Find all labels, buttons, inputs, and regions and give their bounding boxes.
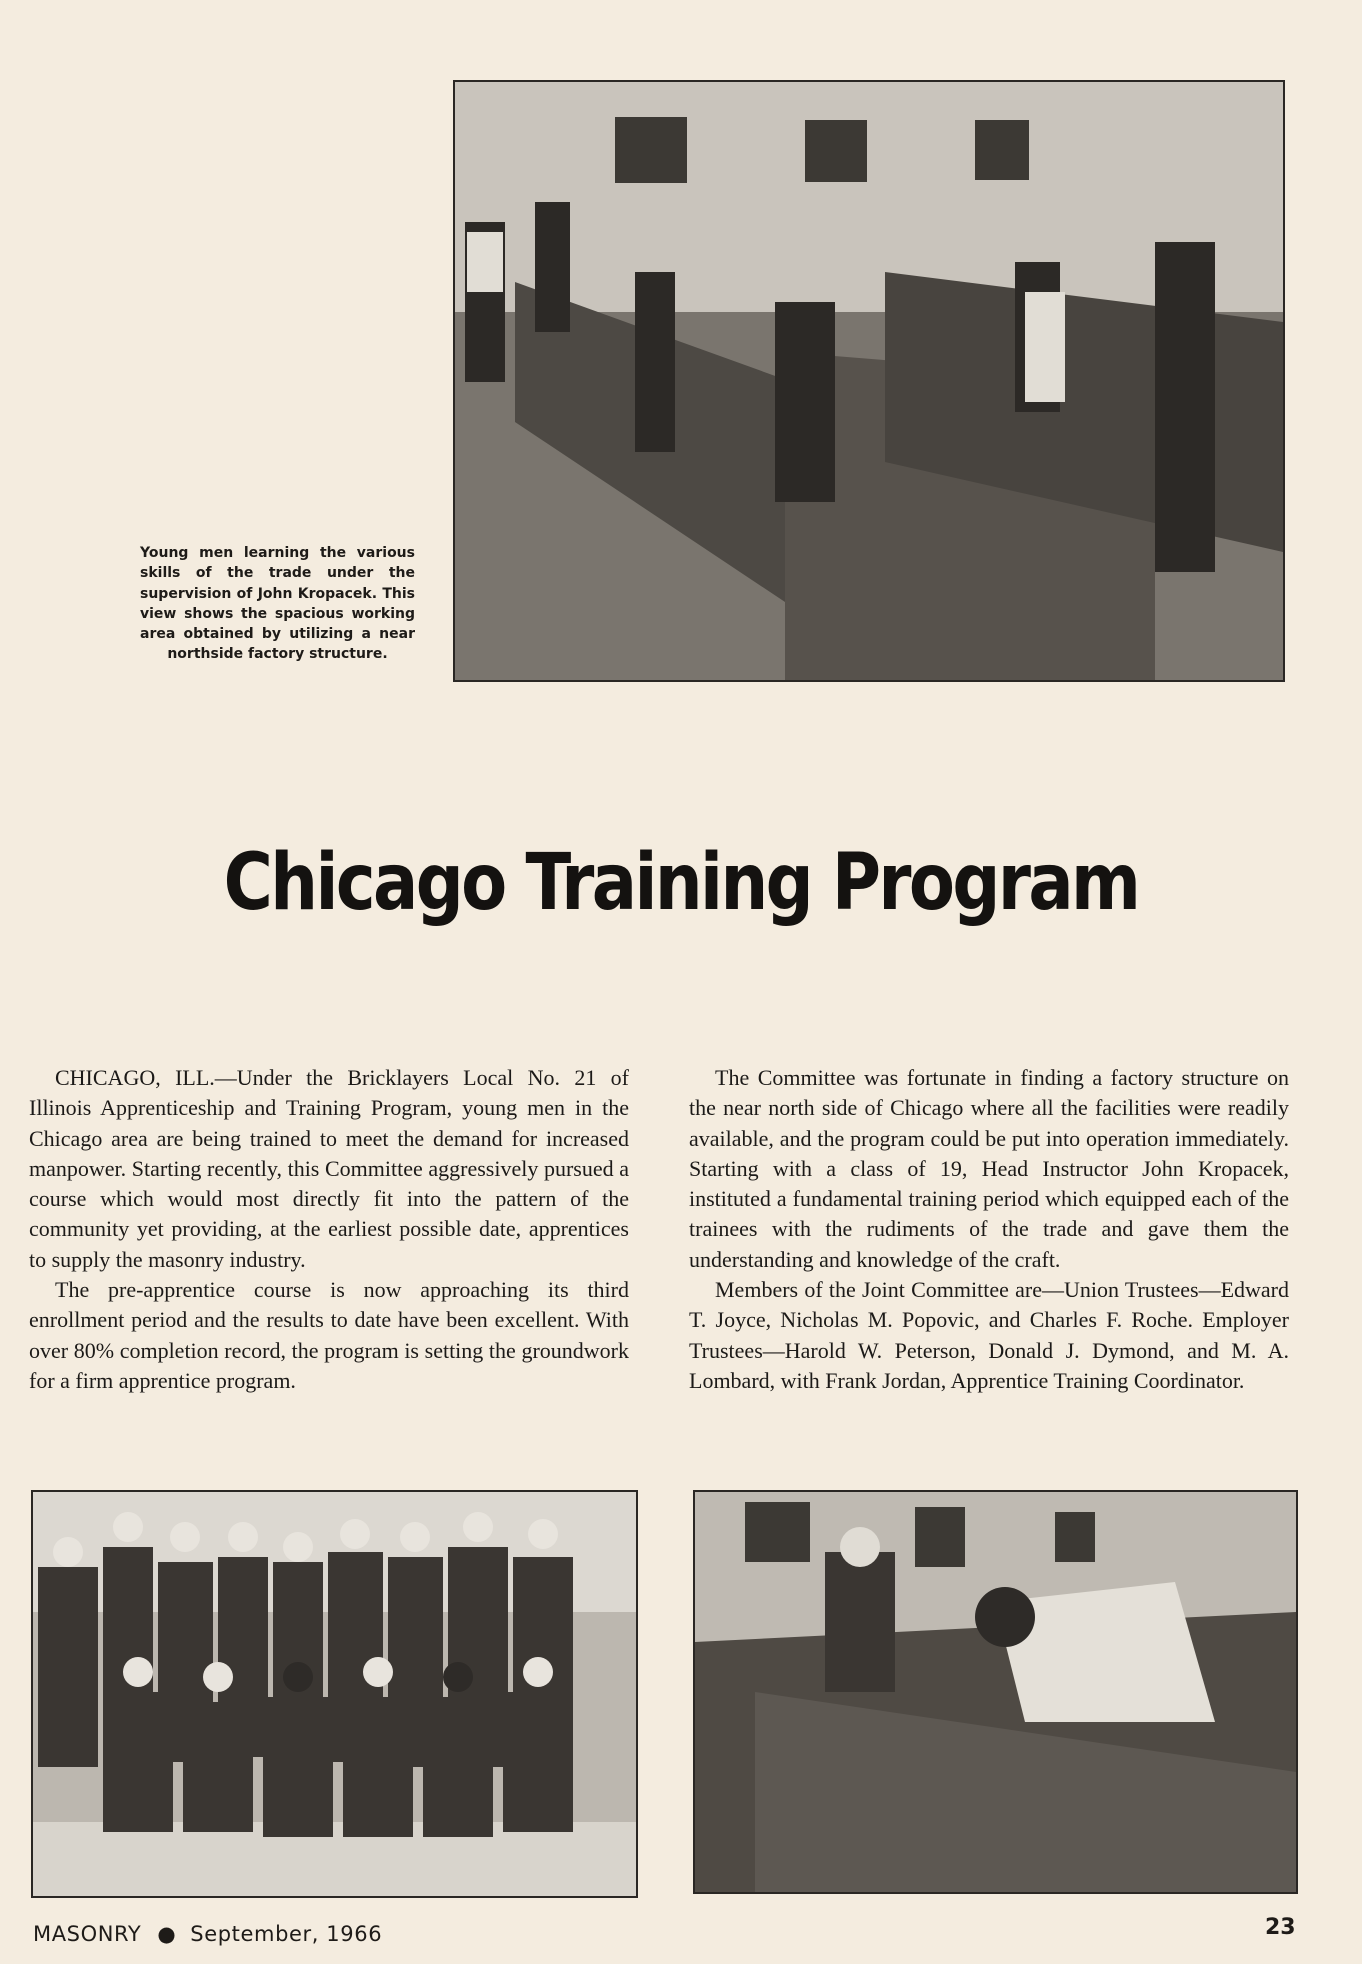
- page-title: Chicago Training Program: [223, 838, 1139, 928]
- article-paragraph: The Committee was fortunate in finding a factory structure on the near north side of Chicago where all the facilities were readily available, and the program could be put into operation immediately. Starting with a class of 19, Head Instructor John Kropacek, instituted a fundamental training period which equipped each of the trainees with the rudiments of the trade and gave them the understanding and knowledge of the craft.: [689, 1065, 1289, 1272]
- publication-name: MASONRY: [33, 1922, 142, 1946]
- photo-training-floor: [453, 80, 1285, 682]
- article-column-right: [689, 1063, 1289, 1396]
- photo-trainee-bricklaying: [693, 1490, 1298, 1894]
- page-number: 23: [1265, 1915, 1296, 1940]
- article-column-left: [29, 1063, 629, 1396]
- photo-group-portrait: [31, 1490, 638, 1898]
- page-footer: [33, 1922, 382, 1946]
- photo-caption: Young men learning the various skills of the trade under the supervision of John Kropacek. This view shows the spacious working area obtained by utilizing a near northside factory structure.: [140, 545, 415, 663]
- article-paragraph: Members of the Joint Committee are—Union Trustees—Edward T. Joyce, Nicholas M. Popovic, and Charles F. Roche. Employer Trustees—Harold W. Peterson, Donald J. Dymond, and M. A. Lombard, with Frank Jordan, Apprentice Training Coordinator.: [689, 1277, 1289, 1393]
- article-paragraph: The pre-apprentice course is now approaching its third enrollment period and the results to date have been excellent. With over 80% completion record, the program is setting the groundwork for a firm apprentice program.: [29, 1277, 629, 1393]
- bullet-separator: ●: [157, 1922, 177, 1946]
- issue-date: September, 1966: [190, 1922, 383, 1946]
- article-paragraph: CHICAGO, ILL.—Under the Bricklayers Local No. 21 of Illinois Apprenticeship and Training Program, young men in the Chicago area are being trained to meet the demand for increased manpower. Starting recently, this Committee aggressively pursued a course which would most directly fit into the pattern of the community yet providing, at the earliest possible date, apprentices to supply the masonry industry.: [29, 1065, 629, 1272]
